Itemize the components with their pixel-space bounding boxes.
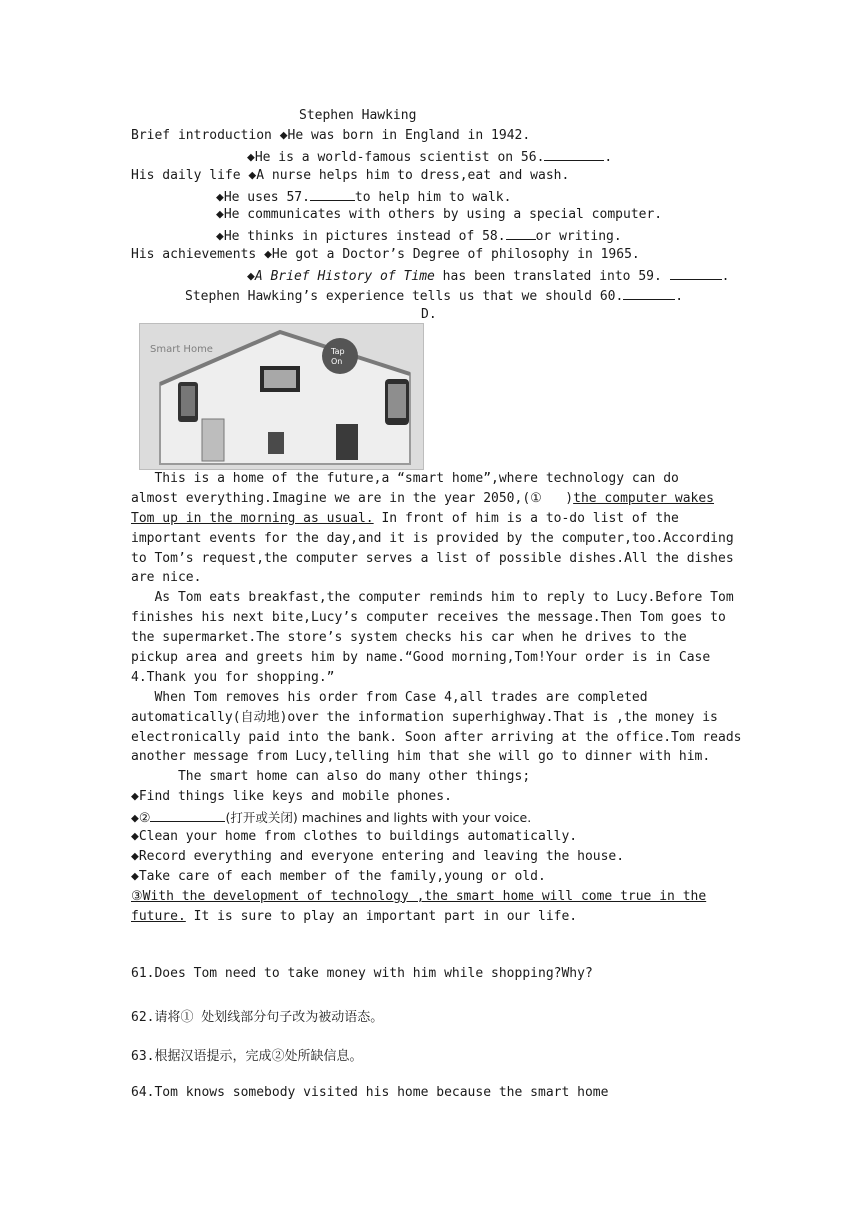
lesson-row: Stephen Hawking’s experience tells us that we should 60. .	[131, 285, 741, 305]
question-62: 62.请将① 处划线部分句子改为被动语态。	[131, 1010, 384, 1025]
badge-text-2: On	[331, 357, 343, 366]
section-d-label: D.	[421, 306, 437, 322]
blank-56[interactable]	[544, 146, 604, 161]
passage-line: As Tom eats breakfast,the computer reminds him to reply to Lucy.Before Tom	[131, 590, 734, 606]
communicates-row: ◆He communicates with others by using a special computer.	[216, 207, 663, 223]
daily-row: His daily life ◆A nurse helps him to dress,eat and wash.	[131, 167, 570, 183]
underlined-sentence-3b: future.	[131, 908, 186, 924]
question-63: 63.根据汉语提示，完成②处所缺信息。	[131, 1049, 363, 1064]
brief-row: Brief introduction ◆He was born in England in 1942.	[131, 127, 531, 143]
passage-line: This is a home of the future,a “smart home”,where technology can do	[131, 471, 679, 486]
passage	[131, 469, 741, 926]
bullet-item: ◆Find things like keys and mobile phones.	[131, 789, 452, 805]
smart-home-illustration	[140, 324, 423, 469]
passage-line: finishes his next bite,Lucy’s computer receives the message.Then Tom goes to	[131, 610, 726, 626]
bullet-item: ◆Take care of each member of the family,young or old.	[131, 868, 546, 884]
bullet-item: ◆Clean your home from clothes to buildings automatically.	[131, 829, 578, 845]
blank-59[interactable]	[670, 265, 722, 280]
passage-line: are nice.	[131, 570, 202, 586]
passage-line: future. It is sure to play an important part in our life.	[131, 908, 578, 924]
passage-line: 4.Thank you for shopping.”	[131, 669, 335, 685]
passage-line: When Tom removes his order from Case 4,all trades are completed	[131, 689, 648, 705]
thinks-row: ◆He thinks in pictures instead of 58. or writing.	[131, 225, 741, 245]
bullet-item: ◆Record everything and everyone entering and leaving the house.	[131, 848, 625, 864]
underlined-sentence-1b: Tom up in the morning as usual.	[131, 510, 374, 526]
uses-row: ◆He uses 57. to help him to walk.	[131, 186, 741, 206]
scientist-row: ◆He is a world-famous scientist on 56. .	[131, 146, 741, 166]
hawking-title: Stephen Hawking	[299, 108, 417, 123]
book-row: ◆A Brief History of Time has been translated into 59. .	[131, 265, 741, 285]
underlined-sentence-3a: ③With the development of technology ,the smart home will come true in the	[131, 888, 707, 904]
underlined-sentence-1a: the computer wakes	[573, 490, 715, 506]
passage-line: the supermarket.The store’s system checks his car when he drives to the	[131, 630, 687, 646]
smart-home-image	[139, 323, 424, 470]
blank-60[interactable]	[623, 285, 675, 300]
passage-line: Tom up in the morning as usual. In front of him is a to-do list of the	[131, 510, 679, 526]
achievements-row: His achievements ◆He got a Doctor’s Degree of philosophy in 1965.	[131, 247, 640, 263]
passage-line: important events for the day,and it is provided by the computer,too.According	[131, 530, 734, 546]
bullet-item: ◆② (打开或关闭) machines and lights with your voice.	[131, 807, 741, 827]
smart-home-label: Smart Home	[150, 344, 213, 355]
passage-line: another message from Lucy,telling him that she will go to dinner with him.	[131, 749, 711, 765]
blank-58[interactable]	[506, 225, 536, 240]
passage-line: pickup area and greets him by name.“Good morning,Tom!Your order is in Case	[131, 650, 711, 666]
passage-line: electronically paid into the bank. Soon after arriving at the office.Tom reads	[131, 729, 742, 745]
passage-line: almost everything.Imagine we are in the year 2050,(① )the computer wakes	[131, 490, 715, 506]
passage-line: The smart home can also do many other things;	[131, 769, 531, 785]
question-64: 64.Tom knows somebody visited his home because the smart home	[131, 1085, 609, 1100]
question-61: 61.Does Tom need to take money with him while shopping?Why?	[131, 966, 593, 981]
blank-57[interactable]	[310, 186, 355, 201]
blank-2[interactable]	[150, 807, 225, 822]
passage-line: to Tom’s request,the computer serves a list of possible dishes.All the dishes	[131, 550, 734, 566]
passage-line: automatically(自动地)over the information superhighway.That is ,the money is	[131, 709, 718, 725]
hawking-section	[131, 106, 741, 325]
badge-text-1: Tap	[331, 347, 345, 356]
